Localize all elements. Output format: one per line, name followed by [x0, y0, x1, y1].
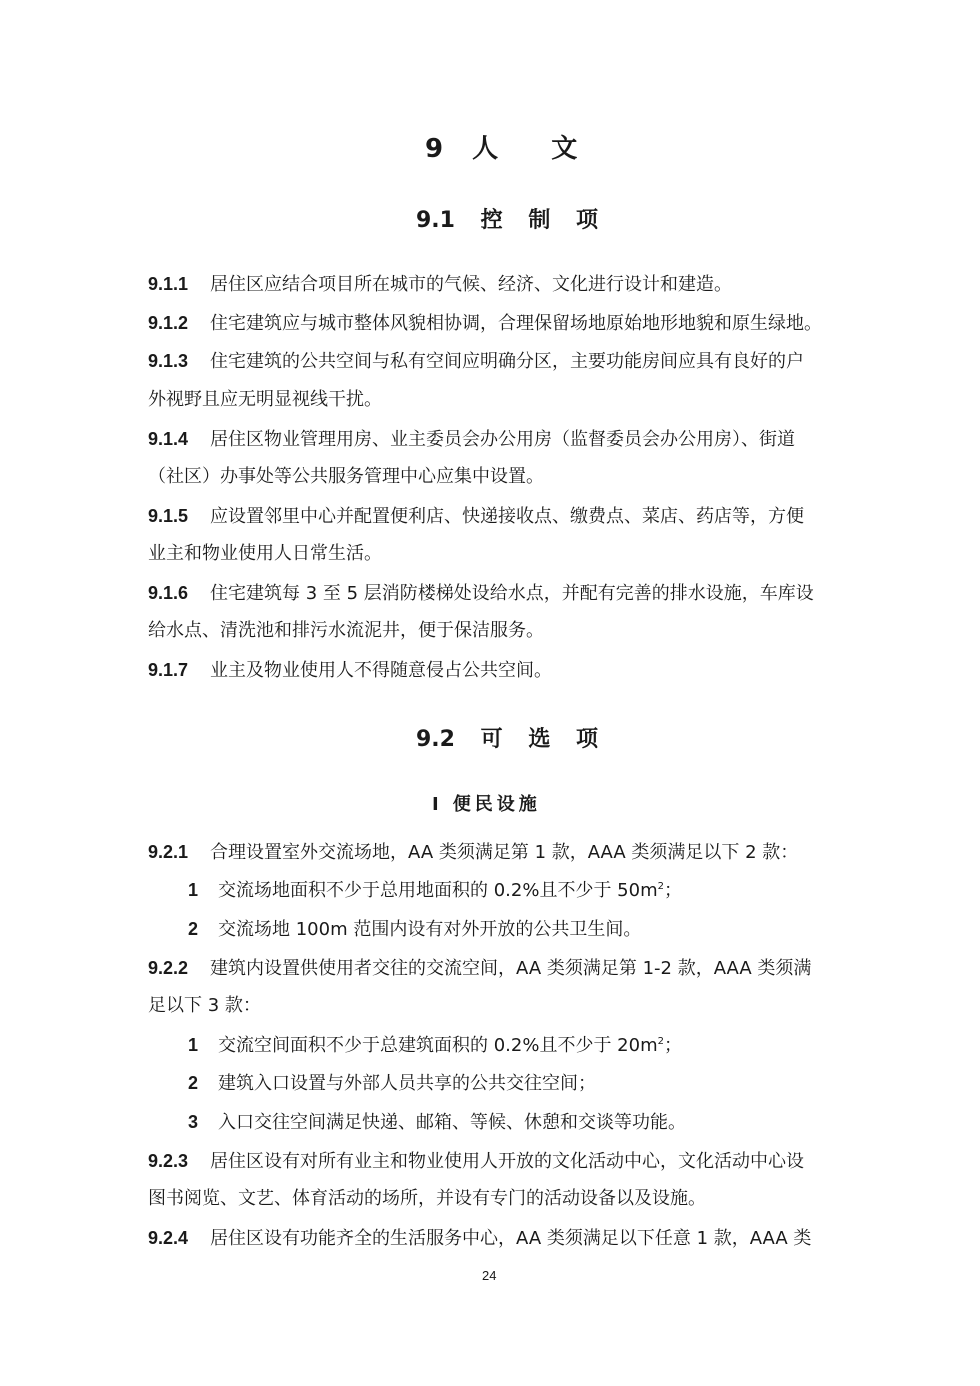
item-number: 3	[188, 1112, 199, 1132]
section-title-char: 可	[480, 727, 503, 752]
section-title-char: 项	[576, 727, 599, 752]
clause-continuation: 外视野且应无明显视线干扰。	[148, 389, 382, 410]
chapter-title	[425, 128, 577, 165]
clause-text: 住宅建筑每 3 至 5 层消防楼梯处设给水点，并配有完善的排水设施，车库设	[210, 583, 814, 604]
clause-number: 9.1.4	[148, 429, 189, 449]
clause-continuation: 业主和物业使用人日常生活。	[148, 543, 382, 564]
clause-text: 建筑内设置供使用者交往的交流空间，AA 类须满足第 1-2 款，AAA 类须满	[210, 958, 812, 979]
clause-number: 9.2.4	[148, 1228, 189, 1248]
clause-number: 9.2.2	[148, 958, 189, 978]
clause-text: 应设置邻里中心并配置便利店、快递接收点、缴费点、菜店、药店等，方便	[210, 506, 804, 527]
list-item	[188, 1033, 682, 1058]
section-title-char: 控	[480, 208, 503, 233]
list-item	[188, 878, 682, 903]
clause-9-1-6	[148, 581, 814, 606]
chapter-number: 9	[425, 134, 444, 164]
superscript: 2	[657, 1036, 664, 1047]
clause-number: 9.1.6	[148, 583, 189, 603]
chapter-title-char: 文	[551, 134, 578, 164]
item-number: 1	[188, 880, 199, 900]
clause-text: 业主及物业使用人不得随意侵占公共空间。	[210, 660, 552, 681]
item-tail: ；	[663, 1035, 682, 1056]
section-title-char: 选	[528, 727, 551, 752]
section-title-char: 项	[576, 208, 599, 233]
list-item	[188, 917, 641, 942]
subsection-title: 便民设施	[452, 794, 541, 815]
list-item	[188, 1110, 686, 1135]
subsection-heading	[432, 790, 541, 816]
item-number: 2	[188, 1073, 199, 1093]
clause-text: 住宅建筑应与城市整体风貌相协调，合理保留场地原始地形地貌和原生绿地。	[210, 313, 822, 334]
subsection-number: I	[432, 794, 443, 815]
clause-number: 9.1.1	[148, 274, 189, 294]
section-number: 9.2	[416, 727, 455, 752]
clause-number: 9.1.7	[148, 660, 189, 680]
clause-9-2-1	[148, 840, 798, 865]
item-text: 入口交往空间满足快递、邮箱、等候、休憩和交谈等功能。	[218, 1112, 686, 1133]
clause-continuation: （社区）办事处等公共服务管理中心应集中设置。	[148, 466, 544, 487]
item-number: 1	[188, 1035, 199, 1055]
clause-text: 居住区设有对所有业主和物业使用人开放的文化活动中心，文化活动中心设	[210, 1151, 804, 1172]
item-text: 交流场地面积不少于总用地面积的 0.2%且不少于 50m	[218, 880, 658, 901]
item-text: 交流空间面积不少于总建筑面积的 0.2%且不少于 20m	[218, 1035, 658, 1056]
clause-continuation: 图书阅览、文艺、体育活动的场所，并设有专门的活动设备以及设施。	[148, 1188, 706, 1209]
section-heading	[416, 722, 598, 753]
section-heading	[416, 203, 598, 234]
clause-9-2-2	[148, 956, 811, 981]
page-number: 24	[482, 1268, 497, 1283]
clause-9-1-2	[148, 311, 822, 336]
section-number: 9.1	[416, 208, 455, 233]
clause-text: 合理设置室外交流场地，AA 类须满足第 1 款，AAA 类须满足以下 2 款：	[210, 842, 799, 863]
clause-continuation: 足以下 3 款：	[148, 995, 261, 1016]
clause-continuation: 给水点、清洗池和排污水流泥井，便于保洁服务。	[148, 620, 544, 641]
item-text: 交流场地 100m 范围内设有对外开放的公共卫生间。	[218, 919, 642, 940]
item-tail: ；	[663, 880, 682, 901]
clause-number: 9.2.1	[148, 842, 189, 862]
clause-9-1-5	[148, 504, 804, 529]
clause-9-1-4	[148, 427, 795, 452]
section-title-char: 制	[528, 208, 551, 233]
clause-9-1-3	[148, 349, 804, 374]
item-text: 建筑入口设置与外部人员共享的公共交往空间；	[218, 1073, 596, 1094]
chapter-title-char: 人	[472, 134, 499, 164]
clause-text: 居住区应结合项目所在城市的气候、经济、文化进行设计和建造。	[210, 274, 732, 295]
clause-9-2-4	[148, 1226, 811, 1251]
clause-9-1-1	[148, 272, 732, 297]
clause-text: 居住区物业管理用房、业主委员会办公用房（监督委员会办公用房）、街道	[210, 429, 795, 450]
clause-text: 住宅建筑的公共空间与私有空间应明确分区，主要功能房间应具有良好的户	[210, 351, 804, 372]
superscript: 2	[657, 881, 664, 892]
clause-number: 9.1.2	[148, 313, 189, 333]
clause-9-1-7	[148, 658, 552, 683]
clause-9-2-3	[148, 1149, 804, 1174]
clause-number: 9.2.3	[148, 1151, 189, 1171]
clause-number: 9.1.3	[148, 351, 189, 371]
item-number: 2	[188, 919, 199, 939]
clause-text: 居住区设有功能齐全的生活服务中心，AA 类须满足以下任意 1 款，AAA 类	[210, 1228, 812, 1249]
list-item	[188, 1071, 596, 1096]
clause-number: 9.1.5	[148, 506, 189, 526]
